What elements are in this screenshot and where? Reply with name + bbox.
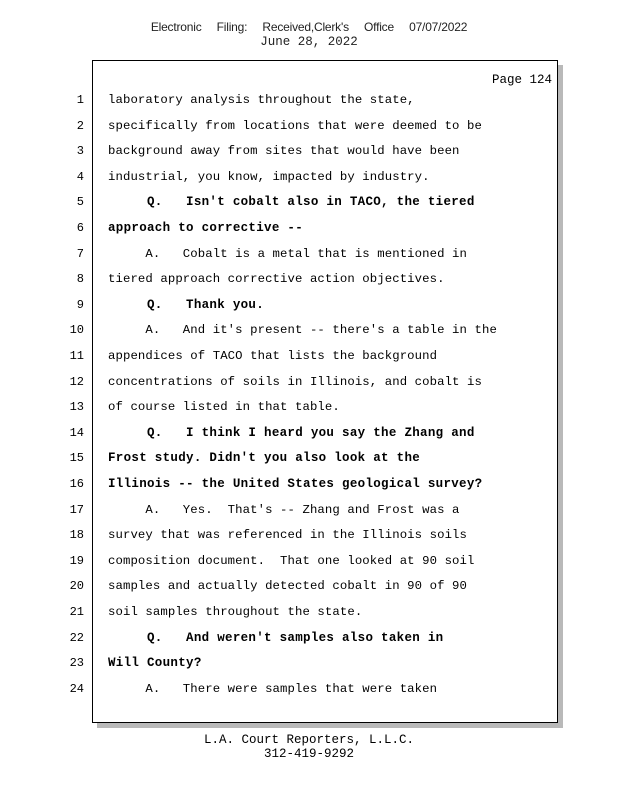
transcript-line (0, 602, 618, 622)
transcript-line (0, 423, 618, 443)
line-text: Frost study. Didn't you also look at the (108, 451, 421, 466)
transcript-line (0, 576, 618, 596)
transcript-line (0, 653, 618, 673)
line-text: survey that was referenced in the Illinois soils (108, 528, 468, 543)
reporter-company: L.A. Court Reporters, L.L.C. (203, 733, 415, 747)
line-text: Q. I think I heard you say the Zhang and (108, 425, 475, 440)
line-number: 5 (76, 195, 84, 210)
line-number: 22 (69, 630, 84, 645)
line-text: Q. And weren't samples also taken in (108, 630, 444, 645)
line-number: 10 (69, 323, 84, 338)
line-text: of course listed in that table. (108, 400, 340, 415)
transcript-date: June 28, 2022 (260, 35, 358, 49)
line-text: samples and actually detected cobalt in 90 of 90 (108, 579, 468, 594)
transcript-line (0, 346, 618, 366)
transcript-line (0, 448, 618, 468)
line-text: specifically from locations that were deemed to be (108, 118, 482, 133)
filing-stamp (0, 20, 618, 34)
line-number: 24 (69, 681, 84, 696)
filing-part: Filing: (216, 20, 248, 34)
transcript-line (0, 167, 618, 187)
line-text: A. There were samples that were taken (108, 681, 438, 696)
transcript-line (0, 372, 618, 392)
page-number: Page 124 (491, 73, 552, 87)
line-number: 12 (69, 374, 84, 389)
transcript-line (0, 295, 618, 315)
line-number: 13 (69, 400, 84, 415)
line-text: appendices of TACO that lists the background (108, 349, 438, 363)
footer (0, 733, 618, 761)
line-number: 6 (76, 221, 84, 235)
transcript-line (0, 474, 618, 494)
filing-part: Received,Clerk's (262, 20, 349, 34)
line-number: 1 (76, 93, 84, 107)
line-number: 9 (76, 297, 84, 312)
line-number: 21 (69, 605, 84, 619)
line-number: 17 (69, 502, 84, 517)
line-text: background away from sites that would have been (108, 144, 460, 159)
line-number: 15 (69, 451, 84, 466)
filing-part: Office (364, 20, 394, 34)
line-number: 2 (76, 118, 84, 133)
line-text: Q. Thank you. (108, 297, 265, 312)
transcript-line (0, 628, 618, 648)
line-text: soil samples throughout the state. (108, 605, 363, 619)
filing-part: 07/07/2022 (409, 20, 468, 34)
transcript-line (0, 116, 618, 136)
line-number: 14 (69, 425, 84, 440)
line-number: 16 (69, 477, 84, 491)
line-number: 7 (76, 246, 84, 261)
line-number: 23 (69, 656, 84, 671)
transcript-line (0, 320, 618, 340)
line-number: 18 (69, 528, 84, 543)
transcript-line (0, 269, 618, 289)
line-text: laboratory analysis throughout the state, (108, 93, 415, 107)
line-text: Will County? (108, 656, 202, 671)
line-number: 4 (76, 169, 84, 184)
transcript-line (0, 218, 618, 238)
reporter-phone: 312-419-9292 (263, 747, 354, 761)
transcript-line (0, 141, 618, 161)
line-text: tiered approach corrective action objectives. (108, 272, 445, 287)
transcript-line (0, 679, 618, 699)
transcript-line (0, 525, 618, 545)
line-text: A. Cobalt is a metal that is mentioned in (108, 246, 468, 261)
line-number: 3 (76, 144, 84, 159)
line-text: approach to corrective -- (108, 221, 304, 235)
transcript-line (0, 90, 618, 110)
line-text: A. Yes. That's -- Zhang and Frost was a (108, 502, 460, 517)
line-number: 11 (69, 349, 84, 363)
line-text: A. And it's present -- there's a table in the (108, 323, 497, 338)
line-text: concentrations of soils in Illinois, and cobalt is (108, 374, 482, 389)
line-text: composition document. That one looked at 90 soil (108, 553, 475, 568)
line-number: 8 (76, 272, 84, 287)
line-number: 19 (69, 553, 84, 568)
line-text: Illinois -- the United States geological survey? (108, 477, 483, 491)
transcript-line (0, 192, 618, 212)
transcript-line (0, 500, 618, 520)
transcript-line (0, 244, 618, 264)
transcript-line (0, 397, 618, 417)
line-text: Q. Isn't cobalt also in TACO, the tiered (108, 195, 475, 210)
filing-part: Electronic (150, 20, 202, 34)
line-number: 20 (69, 579, 84, 594)
line-text: industrial, you know, impacted by industry. (108, 169, 430, 184)
transcript-line (0, 551, 618, 571)
